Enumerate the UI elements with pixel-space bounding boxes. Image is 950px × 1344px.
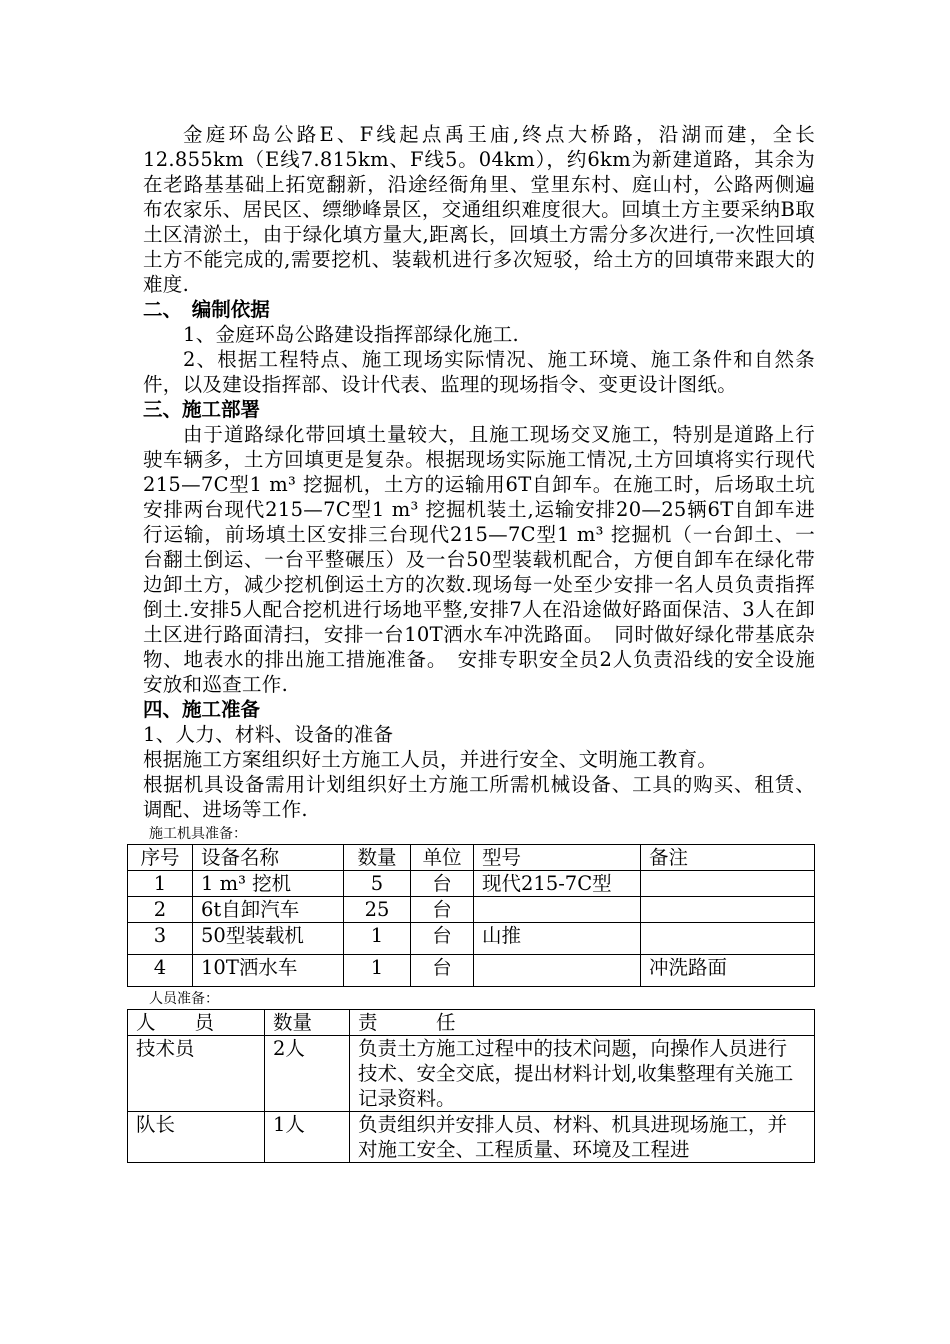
header-cell: 数量 [344, 845, 411, 871]
table-cell: 1 [128, 871, 193, 897]
table-cell: 负责组织并安排人员、材料、机具进现场施工，并对施工安全、工程质量、环境及工程进 [350, 1112, 815, 1163]
table-cell [474, 897, 641, 923]
personnel-table [127, 1009, 815, 1163]
header-cell: 设备名称 [193, 845, 344, 871]
table-cell: 冲洗路面 [641, 955, 815, 987]
header-cell: 单位 [411, 845, 474, 871]
header-cell: 序号 [128, 845, 193, 871]
deployment-paragraph: 由于道路绿化带回填土量较大，且施工现场交叉施工，特别是道路上行驶车辆多，土方回填更是复杂。根据现场实际施工情况,土方回填将实行现代215—7C型1 m³ 挖掘机，土方的运输用6T自卸车。在施工时，后场取土坑安排两台现代215—7C型1 m³ 挖掘机装土,运输安排20—25辆6T自卸车进行运输，前场填土区安排三台现代215—7C型1 m³ 挖掘机（一台卸土、一台翻土倒运、一台平整碾压）及一台50型装载机配合，方便自卸车在绿化带边卸土方，减少挖机倒运土方的次数.现场每一处至少安排一名人员负责指挥倒土.安排5人配合挖机进行场地平整,安排7人在沿途做好路面保洁、3人在卸土区进行路面清扫，安排一台10T洒水车冲洗路面。 同时做好绿化带基底杂物、地表水的排出施工措施准备。 安排专职安全员2人负责沿线的安全设施安放和巡查工作. [143, 423, 815, 696]
table-row [128, 897, 815, 923]
header-cell: 人 员 [128, 1010, 265, 1036]
table-cell [641, 923, 815, 955]
header-cell: 型号 [474, 845, 641, 871]
table-cell: 技术员 [128, 1036, 265, 1112]
document-page [136, 122, 815, 1163]
table-cell: 1 [344, 955, 411, 987]
table-cell [641, 897, 815, 923]
preparation-line-2: 根据机具设备需用计划组织好土方施工所需机械设备、工具的购买、租赁、调配、进场等工作. [143, 773, 815, 821]
header-cell: 数量 [265, 1010, 350, 1036]
table-cell: 1人 [265, 1112, 350, 1163]
preparation-subheading: 1、人力、材料、设备的准备 [143, 723, 394, 746]
table-cell: 队长 [128, 1112, 265, 1163]
section-heading-preparation: 四、施工准备 [143, 698, 261, 721]
table-cell: 4 [128, 955, 193, 987]
table-cell: 25 [344, 897, 411, 923]
table-row [128, 955, 815, 987]
personnel-caption: 人员准备： [149, 991, 219, 1007]
table-cell: 50型装载机 [193, 923, 344, 955]
table-cell: 台 [411, 871, 474, 897]
table-cell: 现代215-7C型 [474, 871, 641, 897]
table-header-row [128, 845, 815, 871]
table-cell: 台 [411, 955, 474, 987]
table-row [128, 1036, 815, 1112]
header-cell: 备注 [641, 845, 815, 871]
table-cell [641, 871, 815, 897]
table-cell: 6t自卸汽车 [193, 897, 344, 923]
header-cell: 责 任 [350, 1010, 815, 1036]
table-cell: 台 [411, 897, 474, 923]
table-cell: 1 [344, 923, 411, 955]
table-cell: 山推 [474, 923, 641, 955]
table-cell: 2人 [265, 1036, 350, 1112]
table-cell: 1 m³ 挖机 [193, 871, 344, 897]
table-cell: 10T洒水车 [193, 955, 344, 987]
table-cell: 2 [128, 897, 193, 923]
table-row [128, 1112, 815, 1163]
table-cell: 负责土方施工过程中的技术问题，向操作人员进行技术、安全交底，提出材料计划,收集整理有关施工记录资料。 [350, 1036, 815, 1112]
table-row [128, 923, 815, 955]
table-cell: 3 [128, 923, 193, 955]
table-header-row [128, 1010, 815, 1036]
table-cell: 5 [344, 871, 411, 897]
equipment-caption: 施工机具准备： [149, 826, 247, 842]
intro-paragraph: 金庭环岛公路E、F线起点禹王庙,终点大桥路，沿湖而建，全长12.855km（E线7.815km、F线5。04km），约6km为新建道路，其余为在老路基基础上拓宽翻新，沿途经衙角里、堂里东村、庭山村，公路两侧遍布农家乐、居民区、缥缈峰景区，交通组织难度很大。回填土方主要采纳B取土区清淤土，由于绿化填方量大,距离长，回填土方需分多次进行,一次性回填土方不能完成的,需要挖机、装载机进行多次短驳，给土方的回填带来跟大的难度. [143, 123, 815, 296]
table-row [128, 871, 815, 897]
basis-item-2: 2、根据工程特点、施工现场实际情况、施工环境、施工条件和自然条件，以及建设指挥部、设计代表、监理的现场指令、变更设计图纸。 [143, 348, 815, 396]
section-heading-deployment: 三、施工部署 [143, 398, 261, 421]
basis-item-1: 1、金庭环岛公路建设指挥部绿化施工. [183, 323, 520, 346]
preparation-line-1: 根据施工方案组织好土方施工人员，并进行安全、文明施工教育。 [143, 748, 718, 771]
section-heading-basis: 二、 编制依据 [143, 298, 270, 321]
table-cell: 台 [411, 923, 474, 955]
table-cell [474, 955, 641, 987]
equipment-table [127, 844, 815, 987]
